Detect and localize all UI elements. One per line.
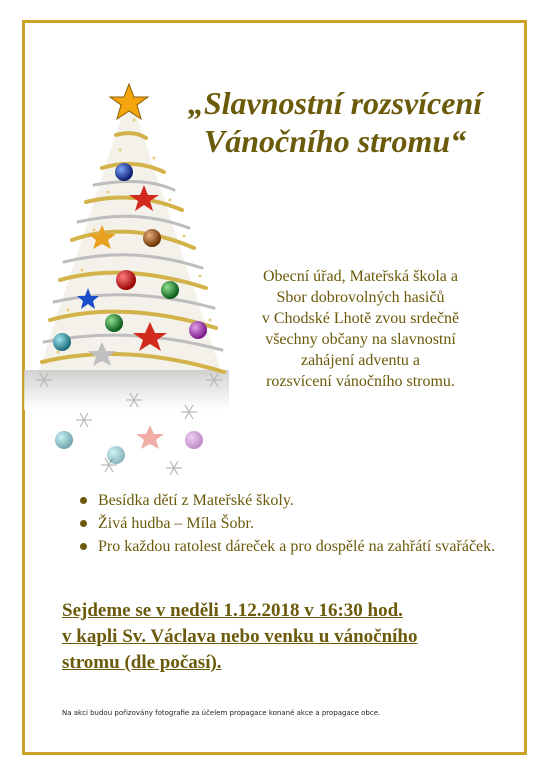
invitation-line: v Chodské Lhotě zvou srdečně: [261, 310, 460, 327]
ornament-icon: [189, 321, 207, 339]
invitation-line: zahájení adventu a: [300, 352, 421, 369]
list-item: Pro každou ratolest dáreček a pro dospělé na zahřátí svařáček.: [78, 536, 508, 557]
ornament-icon: [116, 270, 136, 290]
invitation-line: rozsvícení vánočního stromu.: [266, 373, 455, 390]
invitation-text: [233, 266, 488, 392]
meeting-line: stromu (dle počasí).: [62, 652, 222, 673]
ornament-icon: [115, 163, 133, 181]
ornament-icon: [55, 431, 73, 449]
invitation-line: Obecní úřad, Mateřská škola a: [262, 268, 459, 285]
program-list: [78, 490, 508, 559]
invitation-line: Sbor dobrovolných hasičů: [276, 289, 445, 306]
ornament-icon: [161, 281, 179, 299]
tree-reflection: [24, 370, 229, 410]
title-line-1: „Slavnostní rozsvícení: [187, 85, 483, 121]
star-icon: [136, 425, 164, 449]
ornament-icon: [143, 229, 161, 247]
list-item: Živá hudba – Míla Šobr.: [78, 513, 508, 534]
meeting-info: [62, 598, 512, 676]
photo-notice: Na akci budou pořizovány fotografie za účelem propagace konané akce a propagace obce.: [62, 709, 381, 717]
title-line-2: Vánočního stromu“: [203, 123, 467, 159]
ornament-icon: [185, 431, 203, 449]
ornament-icon: [53, 333, 71, 351]
list-item: Besídka dětí z Mateřské školy.: [78, 490, 508, 511]
invitation-line: všechny občany na slavnostní: [265, 331, 456, 348]
christmas-tree-illustration: [24, 80, 239, 480]
ornament-icon: [107, 446, 125, 464]
meeting-line: Sejdeme se v neděli 1.12.2018 v 16:30 hod.: [62, 600, 403, 621]
meeting-line: v kapli Sv. Václava nebo venku u vánočního: [62, 626, 418, 647]
ornament-icon: [105, 314, 123, 332]
